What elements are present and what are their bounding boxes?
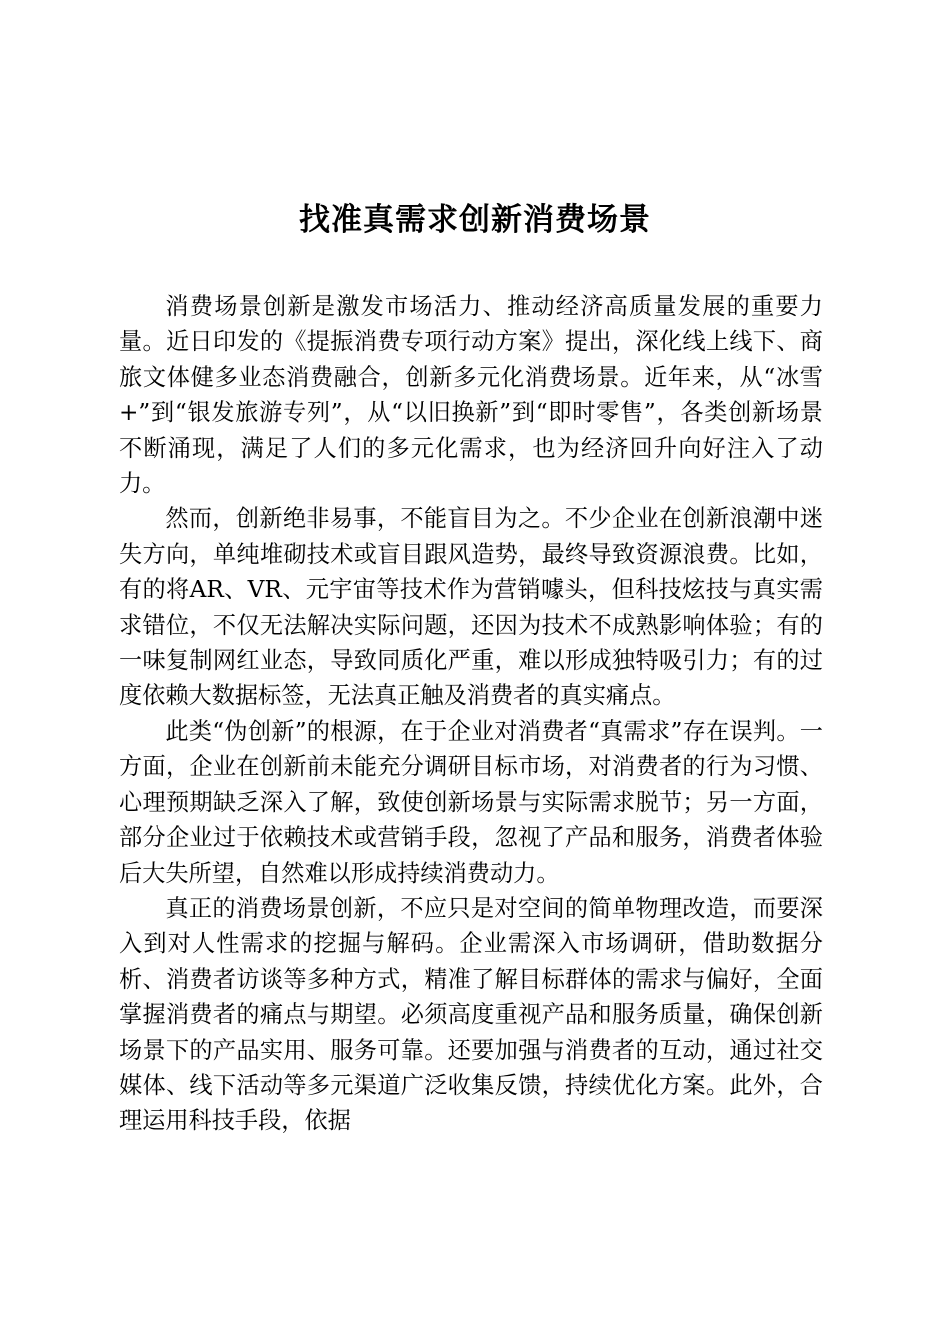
paragraph-2: 然而，创新绝非易事，不能盲目为之。不少企业在创新浪潮中迷失方向，单纯堆砌技术或盲目跟风造势，最终导致资源浪费。比如，有的将AR、VR、元宇宙等技术作为营销噱头，但科技炫技与真实需求错位，不仅无法解决实际问题，还因为技术不成熟影响体验；有的一味复制网红业态，导致同质化严重，难以形成独特吸引力；有的过度依赖大数据标签，无法真正触及消费者的真实痛点。 [119,505,823,710]
article-body [119,289,823,1139]
article-title: 找准真需求创新消费场景 [299,202,651,238]
paragraph-3: 此类“伪创新”的根源，在于企业对消费者“真需求”存在误判。一方面，企业在创新前未能充分调研目标市场，对消费者的行为习惯、心理预期缺乏深入了解，致使创新场景与实际需求脱节；另一方面，部分企业过于依赖技术或营销手段，忽视了产品和服务，消费者体验后大失所望，自然难以形成持续消费动力。 [119,717,823,887]
paragraph-4: 真正的消费场景创新，不应只是对空间的简单物理改造，而要深入到对人性需求的挖掘与解码。企业需深入市场调研，借助数据分析、消费者访谈等多种方式，精准了解目标群体的需求与偏好，全面掌握消费者的痛点与期望。必须高度重视产品和服务质量，确保创新场景下的产品实用、服务可靠。还要加强与消费者的互动，通过社交媒体、线下活动等多元渠道广泛收集反馈，持续优化方案。此外，合理运用科技手段，依据 [119,894,823,1135]
paragraph-1: 消费场景创新是激发市场活力、推动经济高质量发展的重要力量。近日印发的《提振消费专项行动方案》提出，深化线上线下、商旅文体健多业态消费融合，创新多元化消费场景。近年来，从“冰雪+”到“银发旅游专列”，从“以旧换新”到“即时零售”，各类创新场景不断涌现，满足了人们的多元化需求，也为经济回升向好注入了动力。 [119,293,823,498]
